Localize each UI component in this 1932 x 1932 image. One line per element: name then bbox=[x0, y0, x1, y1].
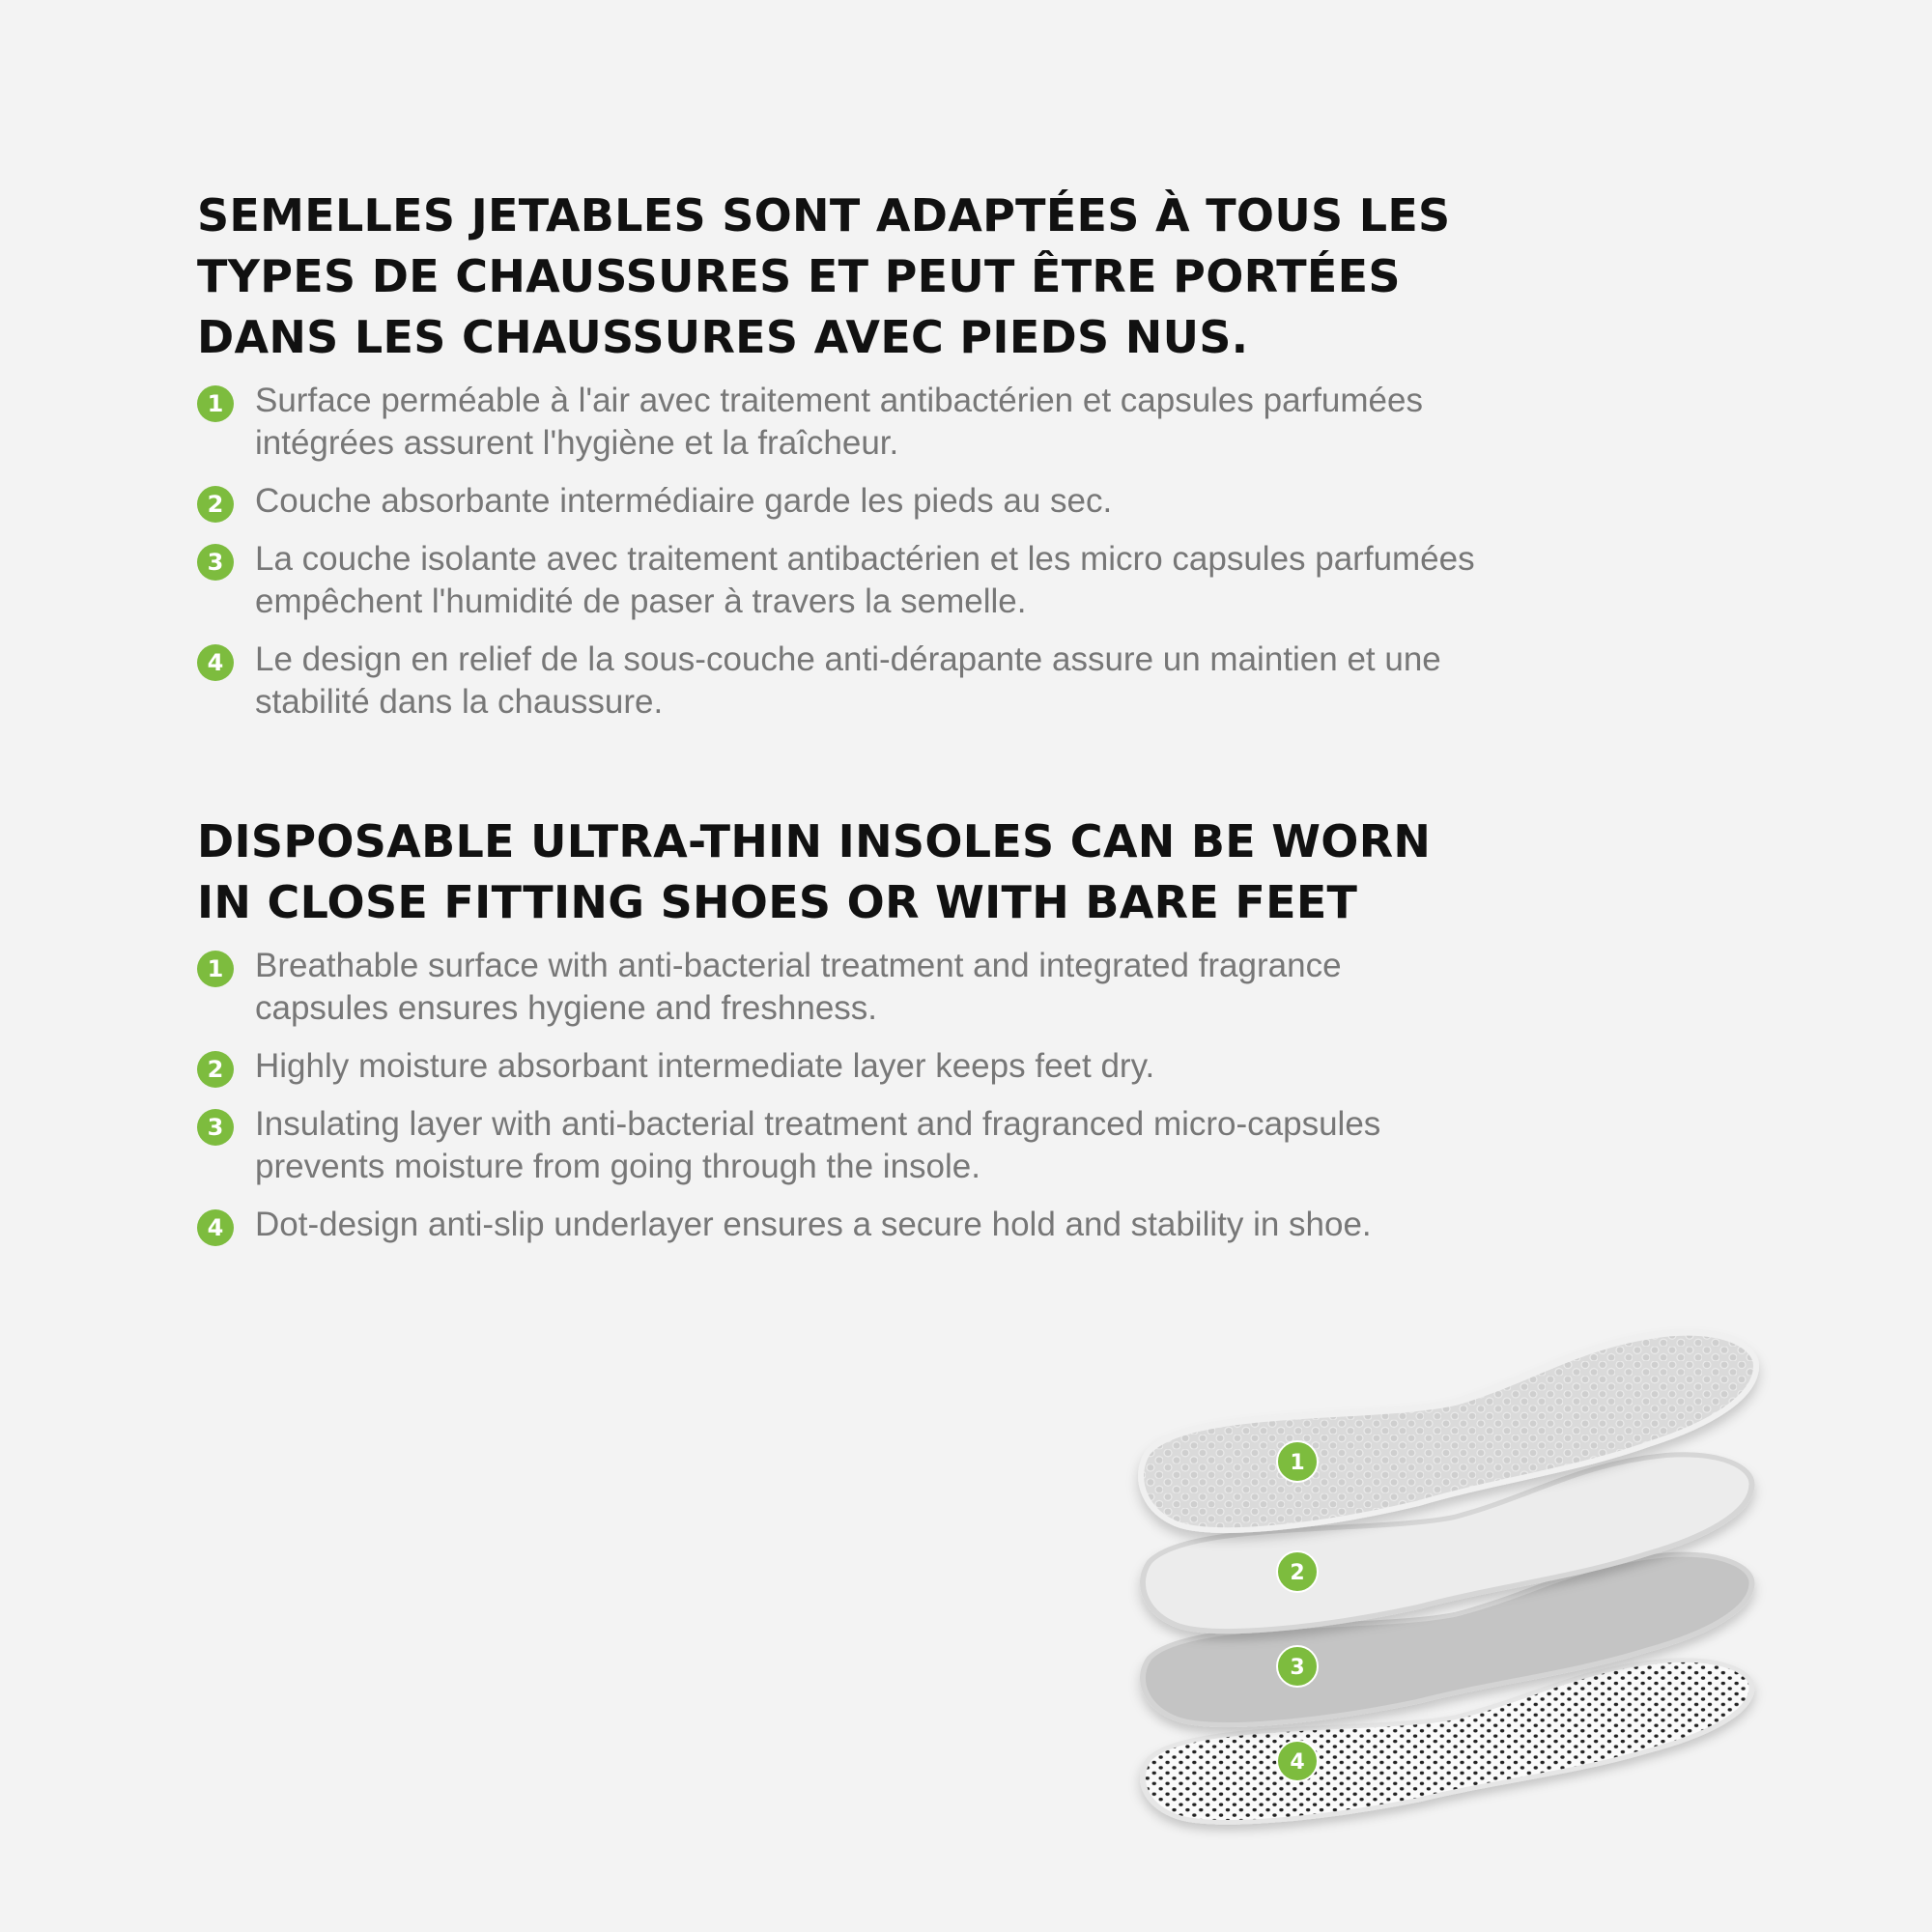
feature-text bbox=[255, 1204, 1569, 1246]
feature-text-line: Surface perméable à l'air avec traitement antibactérien et capsules parfumées bbox=[255, 382, 1423, 419]
feature-text-line: Breathable surface with anti-bacterial treatment and integrated fragrance bbox=[255, 947, 1342, 984]
feature-text-line: stabilité dans la chaussure. bbox=[255, 683, 664, 721]
feature-text bbox=[255, 1103, 1569, 1188]
number-badge-icon: 1 bbox=[197, 951, 234, 987]
callout-3-label: 3 bbox=[1290, 1656, 1305, 1680]
feature-text bbox=[255, 538, 1569, 623]
french-heading-line: SEMELLES JETABLES SONT ADAPTÉES À TOUS LES bbox=[197, 189, 1451, 242]
callout-4-icon bbox=[1277, 1741, 1318, 1781]
number-badge-icon: 4 bbox=[197, 644, 234, 681]
callout-2-label: 2 bbox=[1290, 1561, 1305, 1585]
feature-text bbox=[255, 639, 1569, 724]
french-heading-line: DANS LES CHAUSSURES AVEC PIEDS NUS. bbox=[197, 311, 1249, 363]
feature-text-line: Le design en relief de la sous-couche anti-dérapante assure un maintien et une bbox=[255, 640, 1441, 678]
feature-text-line: Dot-design anti-slip underlayer ensures a secure hold and stability in shoe. bbox=[255, 1206, 1372, 1243]
french-feature-item bbox=[197, 639, 1569, 724]
number-badge-icon: 1 bbox=[197, 385, 234, 422]
insole-layers-svg bbox=[1111, 1256, 1777, 1855]
callout-3-icon bbox=[1277, 1646, 1318, 1687]
french-feature-item bbox=[197, 538, 1569, 623]
number-badge-icon: 4 bbox=[197, 1209, 234, 1246]
callout-2-icon bbox=[1277, 1551, 1318, 1592]
english-feature-item bbox=[197, 945, 1569, 1030]
feature-text-line: Insulating layer with anti-bacterial treatment and fragranced micro-capsules bbox=[255, 1105, 1381, 1143]
feature-text-line: capsules ensures hygiene and freshness. bbox=[255, 989, 878, 1027]
english-feature-item bbox=[197, 1045, 1569, 1088]
french-feature-list bbox=[197, 380, 1569, 724]
number-badge-icon: 2 bbox=[197, 486, 234, 523]
english-feature-item bbox=[197, 1204, 1569, 1246]
feature-text bbox=[255, 945, 1569, 1030]
feature-text-line: prevents moisture from going through the insole. bbox=[255, 1148, 980, 1185]
feature-text-line: intégrées assurent l'hygiène et la fraîcheur. bbox=[255, 424, 899, 462]
english-feature-list bbox=[197, 945, 1569, 1246]
callout-1-label: 1 bbox=[1290, 1451, 1305, 1475]
feature-text-line: Couche absorbante intermédiaire garde les pieds au sec. bbox=[255, 482, 1113, 520]
french-heading-line: TYPES DE CHAUSSURES ET PEUT ÊTRE PORTÉES bbox=[197, 250, 1401, 302]
number-badge-icon: 3 bbox=[197, 544, 234, 581]
french-feature-item bbox=[197, 480, 1569, 523]
feature-text bbox=[255, 1045, 1569, 1088]
number-badge-icon: 3 bbox=[197, 1109, 234, 1146]
feature-text-line: La couche isolante avec traitement antibactérien et les micro capsules parfumées bbox=[255, 540, 1475, 578]
french-section bbox=[197, 185, 1569, 739]
french-feature-item bbox=[197, 380, 1569, 465]
callout-4-label: 4 bbox=[1290, 1750, 1305, 1775]
number-badge-icon: 2 bbox=[197, 1051, 234, 1088]
english-heading-line: DISPOSABLE ULTRA-THIN INSOLES CAN BE WORN bbox=[197, 815, 1432, 867]
french-heading bbox=[197, 185, 1569, 368]
callout-1-icon bbox=[1277, 1441, 1318, 1482]
english-feature-item bbox=[197, 1103, 1569, 1188]
feature-text-line: empêchent l'humidité de paser à travers la semelle. bbox=[255, 582, 1027, 620]
english-section bbox=[197, 811, 1569, 1262]
english-heading bbox=[197, 811, 1569, 933]
feature-text bbox=[255, 380, 1569, 465]
english-heading-line: IN CLOSE FITTING SHOES OR WITH BARE FEET bbox=[197, 876, 1358, 928]
feature-text-line: Highly moisture absorbant intermediate layer keeps feet dry. bbox=[255, 1047, 1155, 1085]
insole-layers-illustration bbox=[1111, 1256, 1777, 1855]
feature-text bbox=[255, 480, 1569, 523]
